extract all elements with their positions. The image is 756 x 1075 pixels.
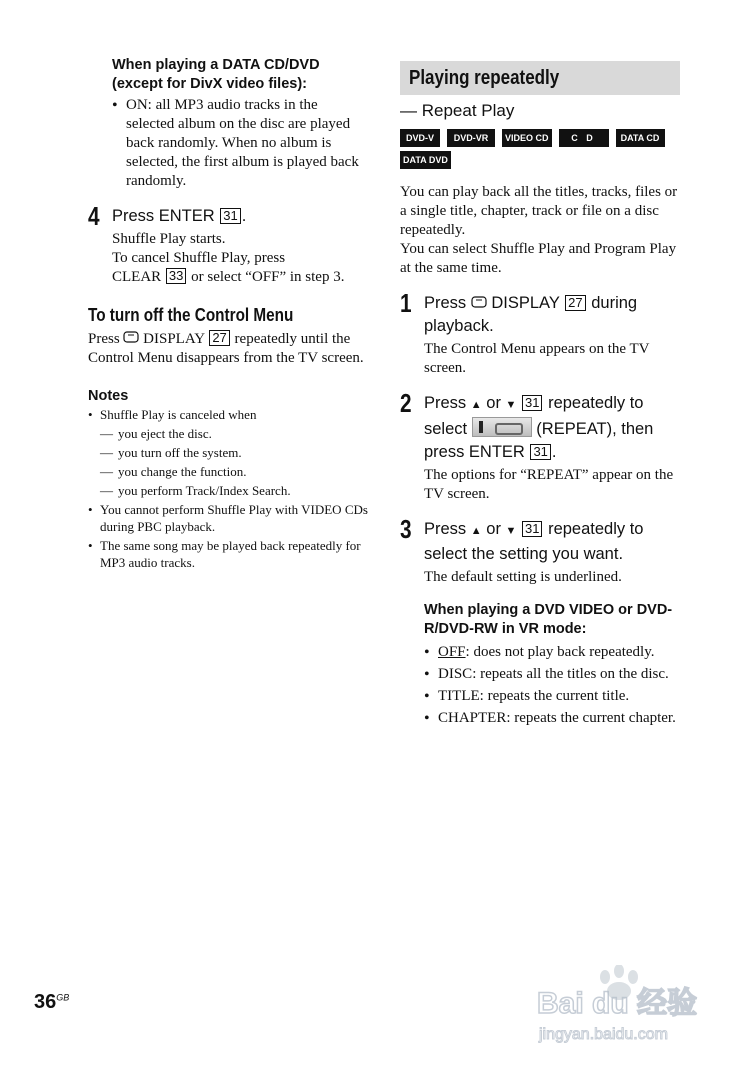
ref-27: 27 bbox=[565, 295, 585, 311]
note-2: • You cannot perform Shuffle Play with VIDEO CDs during PBC playback. bbox=[88, 502, 368, 534]
note-sub: — you perform Track/Index Search. bbox=[100, 483, 291, 498]
note-sub: — you eject the disc. bbox=[100, 426, 212, 441]
step-title: Press ▲ or ▼ 31 repeatedly to select (REPEAT), then press ENTER 31 . bbox=[424, 394, 654, 461]
right-column bbox=[400, 61, 680, 728]
option-chapter: • CHAPTER: repeats the current chapter. bbox=[424, 710, 676, 727]
step-number: 1 bbox=[400, 288, 412, 318]
step-3 bbox=[400, 514, 680, 587]
step-number: 3 bbox=[400, 514, 412, 544]
badge-data-cd: DATA CD bbox=[616, 129, 665, 147]
badge-cd: C D bbox=[559, 129, 609, 147]
ref-31: 31 bbox=[530, 444, 550, 460]
step-title: Press ▲ or ▼ 31 repeatedly to select the setting you want. bbox=[424, 520, 644, 563]
note-1: • Shuffle Play is canceled when bbox=[88, 407, 257, 422]
repeat-icon bbox=[472, 417, 532, 437]
data-cd-heading: When playing a DATA CD/DVD (except for DivX video files): bbox=[112, 57, 320, 92]
step-1 bbox=[400, 288, 680, 378]
step-title: Press ENTER 31 . bbox=[112, 207, 247, 225]
notes-heading: Notes bbox=[88, 388, 129, 404]
ref-33: 33 bbox=[166, 268, 186, 284]
dvd-video-heading: When playing a DVD VIDEO or DVD-R/DVD-RW in VR mode: bbox=[424, 602, 673, 637]
down-arrow-icon: ▼ bbox=[505, 399, 517, 411]
badge-video-cd: VIDEO CD bbox=[502, 129, 552, 147]
step-2 bbox=[400, 388, 680, 504]
baidu-watermark bbox=[535, 965, 715, 1045]
step-body: The Control Menu appears on the TV screen. bbox=[424, 341, 650, 376]
ref-31: 31 bbox=[522, 521, 542, 537]
up-arrow-icon: ▲ bbox=[470, 399, 482, 411]
badge-data-dvd: DATA DVD bbox=[400, 151, 451, 169]
intro-2: You can select Shuffle Play and Program Play at the same time. bbox=[400, 241, 677, 276]
option-title: • TITLE: repeats the current title. bbox=[424, 688, 630, 705]
ref-31: 31 bbox=[522, 395, 542, 411]
display-icon bbox=[471, 296, 487, 308]
step-body: The default setting is underlined. bbox=[424, 569, 622, 585]
intro-1: You can play back all the titles, tracks, files or a single title, chapter, track or file on a disc repeatedly. bbox=[400, 184, 678, 238]
note-sub: — you turn off the system. bbox=[100, 445, 242, 460]
step-body: The options for “REPEAT” appear on the TV screen. bbox=[424, 467, 674, 502]
watermark-url: jingyan.baidu.com bbox=[539, 1026, 668, 1043]
display-icon bbox=[123, 331, 139, 343]
section-subtitle: — Repeat Play bbox=[400, 101, 515, 120]
page-number: $36^{GB}$ bbox=[34, 991, 70, 1013]
note-sub: — you change the function. bbox=[100, 464, 247, 479]
control-menu-heading: To turn off the Control Menu bbox=[88, 305, 294, 325]
ref-31: 31 bbox=[220, 208, 240, 224]
badge-dvd-v: DVD-V bbox=[400, 129, 440, 147]
step-number: 4 bbox=[88, 201, 100, 231]
ref-27: 27 bbox=[209, 330, 229, 346]
step-number: 2 bbox=[400, 388, 412, 418]
step-4 bbox=[88, 201, 368, 287]
step-body: Shuffle Play starts. To cancel Shuffle Play, press CLEAR 33 or select “OFF” in step 3. bbox=[112, 231, 345, 285]
data-cd-bullet: • ON: all MP3 audio tracks in the selected album on the disc are played back randomly. When no album is selected, the first album is played back randomly. bbox=[112, 97, 359, 189]
note-3: • The same song may be played back repeatedly for MP3 audio tracks. bbox=[88, 538, 361, 570]
step-title: Press DISPLAY 27 during playback. bbox=[424, 294, 638, 335]
disc-badges bbox=[400, 129, 680, 173]
badge-dvd-vr: DVD-VR bbox=[447, 129, 495, 147]
left-column bbox=[88, 56, 368, 571]
option-disc: • DISC: repeats all the titles on the disc. bbox=[424, 666, 669, 683]
down-arrow-icon: ▼ bbox=[505, 525, 517, 537]
up-arrow-icon: ▲ bbox=[470, 525, 482, 537]
control-menu-text: Press DISPLAY 27 repeatedly until the Control Menu disappears from the TV screen. bbox=[88, 330, 364, 366]
option-off: • OFF: does not play back repeatedly. bbox=[424, 644, 655, 661]
watermark-brand: Bai du 经验 bbox=[537, 987, 698, 1020]
section-title: Playing repeatedly bbox=[400, 61, 680, 95]
